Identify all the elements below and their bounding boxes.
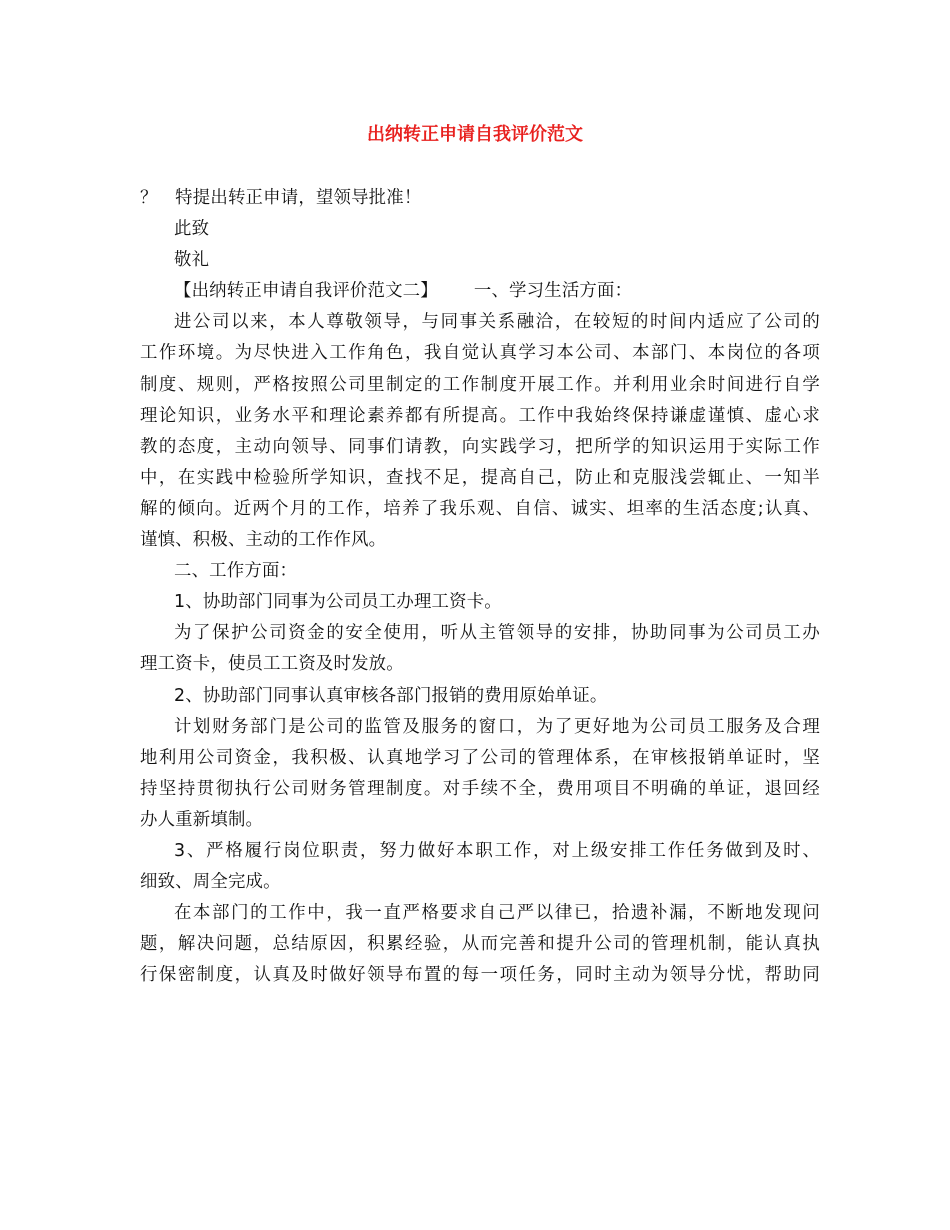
body-line xyxy=(140,370,820,401)
body-line-text: 细致、周全完成。 xyxy=(140,872,281,893)
body-line-text: 理论知识，业务水平和理论素养都有所提高。工作中我始终保持谦虚谨慎、虚心求 xyxy=(140,405,820,426)
body-line xyxy=(140,214,820,245)
body-line-text: 二、工作方面： xyxy=(174,561,298,582)
body-line xyxy=(140,463,820,494)
document-body xyxy=(140,183,820,991)
body-line-text: 为了保护公司资金的安全使用，听从主管领导的安排，协助同事为公司员工办 xyxy=(174,623,820,644)
body-line xyxy=(140,587,820,618)
body-line-text: 3、严格履行岗位职责，努力做好本职工作，对上级安排工作任务做到及时、 xyxy=(174,840,820,861)
body-line-text: 中，在实践中检验所学知识，查找不足，提高自己，防止和克服浅尝辄止、一知半 xyxy=(140,467,820,488)
body-line-text: 行保密制度，认真及时做好领导布置的每一项任务，同时主动为领导分忧，帮助同 xyxy=(140,965,820,986)
body-line-text: 理工资卡，使员工工资及时发放。 xyxy=(140,654,404,675)
body-line xyxy=(140,494,820,525)
body-line xyxy=(140,681,820,712)
body-line-text: 地利用公司资金，我积极、认真地学习了公司的管理体系，在审核报销单证时，坚 xyxy=(140,747,820,768)
body-line xyxy=(140,618,820,649)
body-line-text: 敬礼 xyxy=(174,250,210,271)
body-line-text: 解的倾向。近两个月的工作，培养了我乐观、自信、诚实、坦率的生活态度;认真、 xyxy=(140,498,820,519)
body-line-text: 教的态度，主动向领导、同事们请教，向实践学习，把所学的知识运用于实际工作 xyxy=(140,436,820,457)
body-line-text: 此致 xyxy=(174,219,210,240)
body-line-text: 制度、规则，严格按照公司里制定的工作制度开展工作。并利用业余时间进行自学 xyxy=(140,374,820,395)
body-line xyxy=(140,183,820,214)
body-line xyxy=(140,774,820,805)
body-line xyxy=(140,836,820,867)
body-line-text: 工作环境。为尽快进入工作角色，我自觉认真学习本公司、本部门、本岗位的各项 xyxy=(140,343,820,364)
document-title: 出纳转正申请自我评价范文 xyxy=(367,124,583,145)
body-line xyxy=(140,276,820,307)
body-line xyxy=(140,712,820,743)
body-line-text: 题，解决问题，总结原因，积累经验，从而完善和提升公司的管理机制，能认真执 xyxy=(140,934,820,955)
body-line xyxy=(140,898,820,929)
body-line xyxy=(140,245,820,276)
body-line-text: 计划财务部门是公司的监管及服务的窗口，为了更好地为公司员工服务及合理 xyxy=(174,716,820,737)
body-line-text: 2、协助部门同事认真审核各部门报销的费用原始单证。 xyxy=(174,685,608,706)
body-line-text: 持坚持贯彻执行公司财务管理制度。对手续不全，费用项目不明确的单证，退回经 xyxy=(140,778,820,799)
body-line-text: 在本部门的工作中，我一直严格要求自己严以律已，拾遗补漏，不断地发现问 xyxy=(174,903,820,924)
body-line xyxy=(140,432,820,463)
body-line-text: 【出纳转正申请自我评价范文二】 xyxy=(174,281,438,302)
body-line xyxy=(140,929,820,960)
body-line xyxy=(140,743,820,774)
body-line xyxy=(140,649,820,680)
body-line-text: ？ 特提出转正申请，望领导批准！ xyxy=(140,188,422,208)
body-line-text: 1、协助部门同事为公司员工办理工资卡。 xyxy=(174,592,502,613)
body-line xyxy=(140,960,820,991)
body-line xyxy=(140,805,820,836)
body-line-text: 谨慎、积极、主动的工作作风。 xyxy=(140,530,387,551)
body-line xyxy=(140,401,820,432)
section-heading: 一、学习生活方面： xyxy=(473,281,633,302)
body-line xyxy=(140,525,820,556)
body-line xyxy=(140,556,820,587)
body-line xyxy=(140,338,820,369)
body-line-text: 进公司以来，本人尊敬领导，与同事关系融洽，在较短的时间内适应了公司的 xyxy=(174,312,820,333)
body-line-text: 办人重新填制。 xyxy=(140,809,264,830)
body-line xyxy=(140,307,820,338)
body-line xyxy=(140,867,820,898)
